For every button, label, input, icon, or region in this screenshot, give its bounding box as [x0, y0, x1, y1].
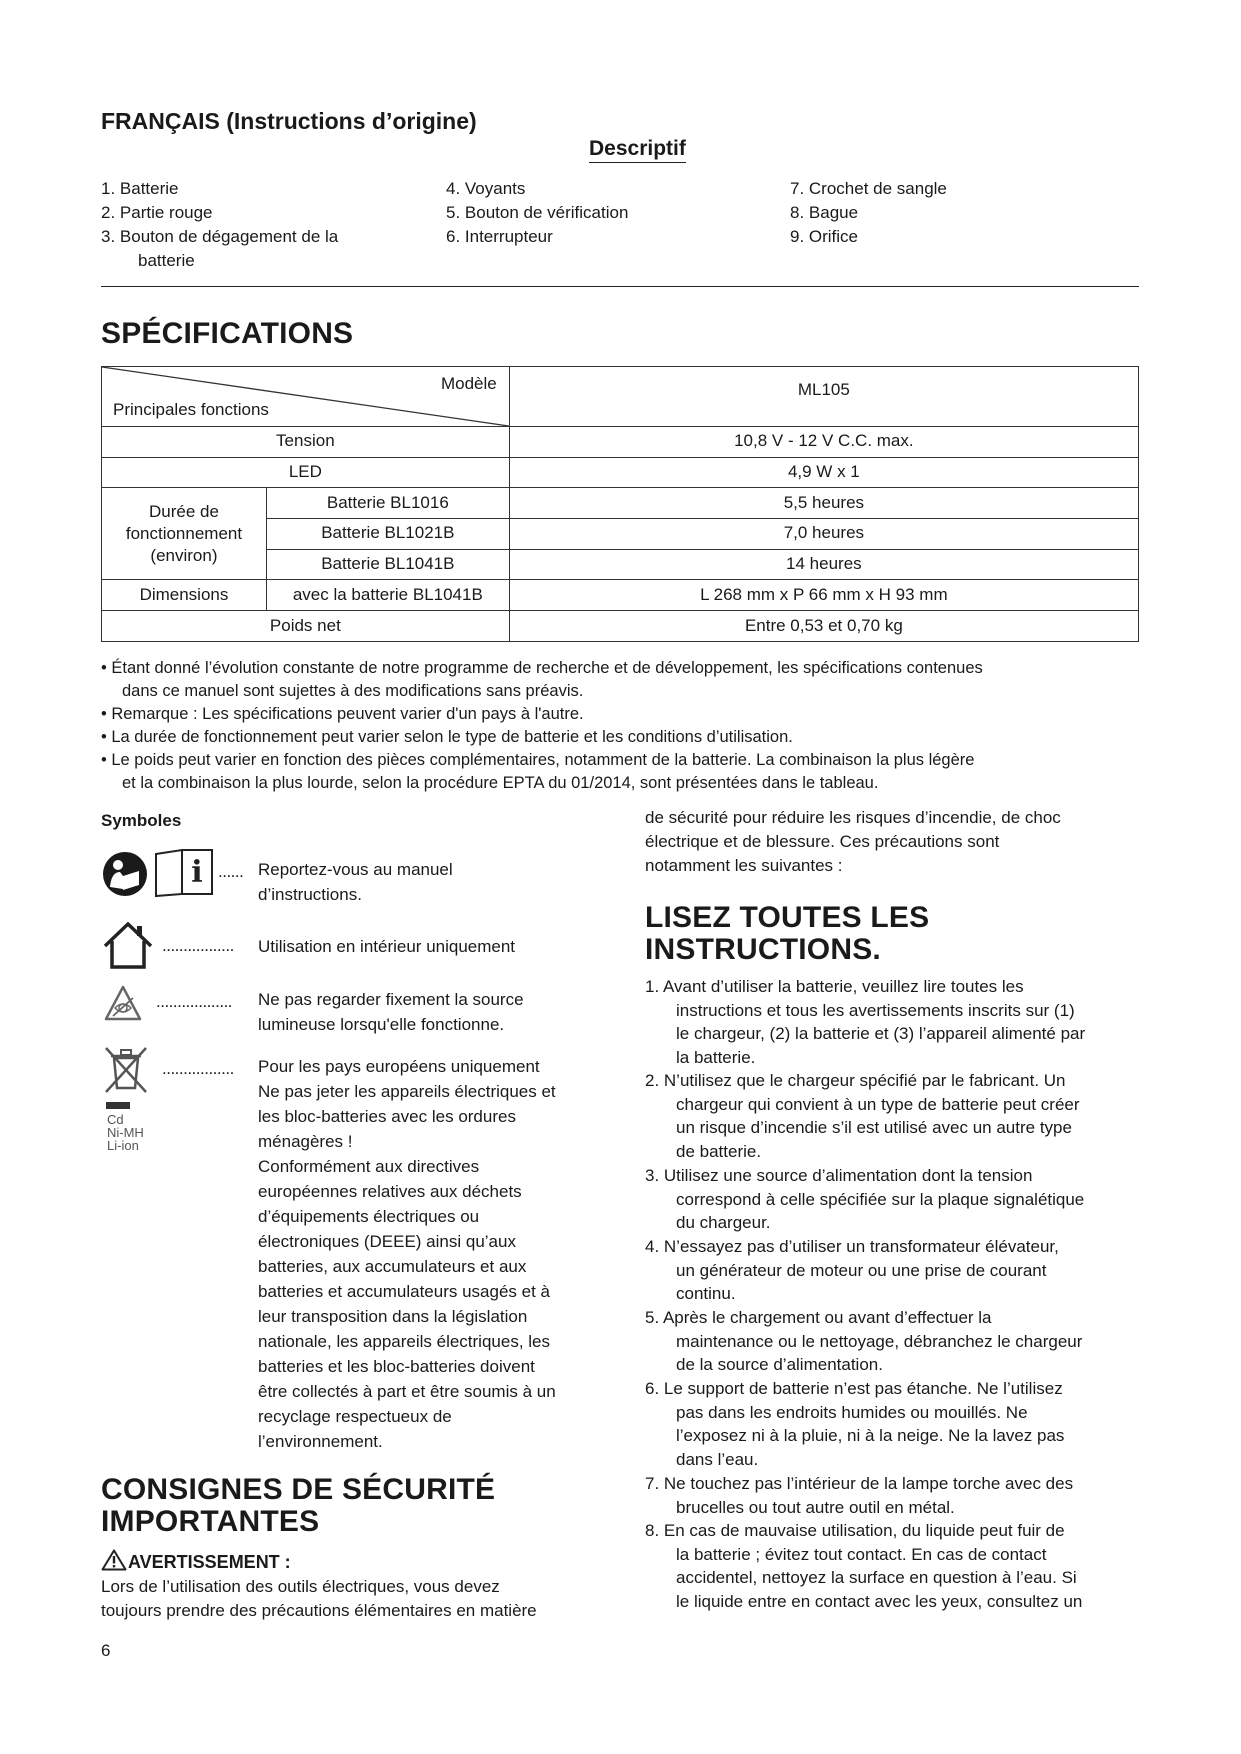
instruction-line: pas dans les endroits humides ou mouillés. Ne	[676, 1402, 1028, 1422]
note-line: • La durée de fonctionnement peut varier selon le type de batterie et les conditions d’utilisation.	[101, 728, 793, 746]
instruction-line: 4. N’essayez pas d’utiliser un transformateur élévateur,	[645, 1237, 1059, 1256]
dot-leader: ......	[218, 862, 244, 881]
weee-description	[258, 1054, 628, 1454]
warning-body-line: toujours prendre des précautions élémentaires en matière	[101, 1601, 537, 1620]
duree-line: fonctionnement	[125, 523, 243, 543]
descriptif-title: Descriptif	[589, 136, 686, 163]
instruction-line: le liquide entre en contact avec les yeux, consultez un	[676, 1591, 1083, 1611]
instruction-item	[645, 1377, 1140, 1471]
symbol-description: Utilisation en intérieur uniquement	[258, 937, 516, 956]
symbol-text-line: batteries, aux accumulateurs et aux	[258, 1257, 527, 1276]
battery-label: Batterie BL1021B	[266, 519, 509, 550]
spec-notes	[101, 657, 1141, 795]
symbol-text-line: ménagères !	[258, 1132, 353, 1151]
note-line: • Remarque : Les spécifications peuvent varier d'un pays à l'autre.	[101, 705, 584, 723]
instruction-item	[645, 1306, 1140, 1377]
note-line: dans ce manuel sont sujettes à des modifications sans préavis.	[122, 682, 584, 700]
dimensions-label: Dimensions	[102, 580, 267, 611]
info-book-icon	[154, 848, 216, 898]
poids-value: Entre 0,53 et 0,70 kg	[509, 611, 1138, 642]
descriptif-column-2	[446, 177, 766, 249]
safety-line: de sécurité pour réduire les risques d’incendie, de choc	[645, 808, 1061, 827]
battery-label: Batterie BL1016	[266, 488, 509, 519]
list-item: 9. Orifice	[790, 227, 859, 246]
instructions-title-line: INSTRUCTIONS.	[645, 933, 881, 966]
list-item: batterie	[138, 251, 195, 270]
led-label: LED	[102, 457, 510, 488]
safety-title-line: IMPORTANTES	[101, 1505, 320, 1538]
symbol-text-line: lumineuse lorsqu'elle fonctionne.	[258, 1014, 505, 1034]
instruction-line: un risque d’incendie s’il est utilisé avec un autre type	[676, 1118, 1072, 1137]
battery-value: 7,0 heures	[509, 519, 1138, 550]
instruction-line: le chargeur, (2) la batterie et (3) l’appareil alimenté par	[676, 1024, 1086, 1043]
instruction-line: maintenance ou le nettoyage, débranchez le chargeur	[676, 1331, 1083, 1351]
warning-triangle-icon	[101, 1549, 127, 1571]
warning-body	[101, 1575, 621, 1623]
language-title: FRANÇAIS (Instructions d’origine)	[101, 108, 477, 134]
instruction-item	[645, 1235, 1140, 1306]
read-manual-icon	[101, 850, 149, 898]
instruction-item	[645, 1519, 1140, 1613]
symbol-text-line: d’instructions.	[258, 884, 362, 904]
weee-chemistry-labels	[107, 1113, 144, 1152]
battery-value: 5,5 heures	[509, 488, 1138, 519]
duree-label	[102, 488, 267, 580]
note-line: • Étant donné l’évolution constante de notre programme de recherche et de développement, les spécifications contenues	[101, 659, 983, 677]
instruction-line: 2. N’utilisez que le chargeur spécifié par le fabricant. Un	[645, 1071, 1066, 1090]
safety-title	[101, 1474, 495, 1538]
instruction-line: chargeur qui convient à un type de batterie peut créer	[676, 1094, 1080, 1114]
list-item: 5. Bouton de vérification	[446, 203, 629, 222]
table-header-diagonal-cell	[102, 367, 510, 427]
symbols-title: Symboles	[101, 811, 182, 830]
instructions-title	[645, 902, 929, 966]
note-line: • Le poids peut varier en fonction des pièces complémentaires, notamment de la batterie. La combinaison la plus légère	[101, 751, 975, 769]
symbol-text-line: batteries et les bloc-batteries doivent	[258, 1357, 535, 1376]
dimensions-sub: avec la batterie BL1041B	[266, 580, 509, 611]
specifications-title: SPÉCIFICATIONS	[101, 317, 354, 350]
duree-line: (environ)	[150, 545, 218, 565]
instruction-line: de la source d’alimentation.	[676, 1355, 883, 1374]
model-cell: ML105	[509, 367, 1138, 427]
page-number: 6	[101, 1641, 111, 1660]
do-not-stare-icon	[103, 984, 143, 1024]
led-value: 4,9 W x 1	[509, 457, 1138, 488]
indoor-house-icon	[101, 920, 155, 970]
dimensions-value: L 268 mm x P 66 mm x H 93 mm	[509, 580, 1138, 611]
instructions-title-line: LISEZ TOUTES LES	[645, 901, 930, 934]
divider	[101, 286, 1139, 287]
note-line: et la combinaison la plus lourde, selon la procédure EPTA du 01/2014, sont présentées dans le tableau.	[122, 774, 879, 792]
symbol-description	[258, 988, 608, 1037]
weee-label: Ni-MH	[107, 1125, 144, 1140]
svg-text:i: i	[191, 855, 203, 890]
crossed-bin-icon	[102, 1044, 150, 1096]
warning-label: AVERTISSEMENT :	[128, 1552, 291, 1572]
header-principales-fonctions: Principales fonctions	[113, 400, 269, 420]
instruction-line: instructions et tous les avertissements inscrits sur (1)	[676, 1000, 1075, 1020]
instruction-item	[645, 1069, 1140, 1163]
safety-line: notamment les suivantes :	[645, 856, 843, 875]
battery-label: Batterie BL1041B	[266, 549, 509, 580]
header-modele: Modèle	[440, 374, 497, 393]
symbol-text-line: Pour les pays européens uniquement	[258, 1057, 540, 1076]
instruction-line: 8. En cas de mauvaise utilisation, du liquide peut fuir de	[645, 1521, 1065, 1540]
instruction-item	[645, 1164, 1140, 1235]
instruction-line: la batterie ; évitez tout contact. En cas de contact	[676, 1544, 1047, 1564]
warning-body-line: Lors de l’utilisation des outils électriques, vous devez	[101, 1577, 500, 1596]
dot-leader: ..................	[156, 992, 233, 1011]
symbol-text-line: européennes relatives aux déchets	[258, 1182, 522, 1201]
battery-value: 14 heures	[509, 549, 1138, 580]
instruction-line: correspond à celle spécifiée sur la plaque signalétique	[676, 1189, 1085, 1209]
instruction-line: un générateur de moteur ou une prise de courant	[676, 1260, 1047, 1280]
list-item: 3. Bouton de dégagement de la	[101, 227, 339, 246]
symbol-description	[258, 858, 608, 907]
symbol-text-line: Reportez-vous au manuel	[258, 860, 453, 879]
instruction-item	[645, 1472, 1140, 1519]
symbol-text-line: être collectés à part et être soumis à un	[258, 1382, 556, 1401]
list-item: 6. Interrupteur	[446, 227, 553, 246]
symbol-text-line: électroniques (DEEE) ainsi qu’aux	[258, 1232, 516, 1251]
safety-line: électrique et de blessure. Ces précautions sont	[645, 832, 1000, 851]
symbol-text-line: recyclage respectueux de	[258, 1407, 452, 1426]
instruction-line: l’exposez ni à la pluie, ni à la neige. Ne la lavez pas	[676, 1426, 1065, 1445]
instruction-line: accidentel, nettoyez la surface en question à l’eau. Si	[676, 1568, 1077, 1587]
weee-label: Cd	[107, 1112, 124, 1127]
symbol-text-line: l’environnement.	[258, 1432, 383, 1451]
safety-title-line: CONSIGNES DE SÉCURITÉ	[101, 1473, 496, 1506]
instruction-line: continu.	[676, 1284, 736, 1303]
list-item: 4. Voyants	[446, 179, 526, 198]
list-item: 8. Bague	[790, 203, 859, 222]
symbol-text-line: batteries et accumulateurs usagés et à	[258, 1282, 550, 1301]
weee-label: Li-ion	[107, 1138, 139, 1153]
tension-value: 10,8 V - 12 V C.C. max.	[509, 427, 1138, 458]
instruction-line: de batterie.	[676, 1141, 762, 1161]
symbol-text-line: les bloc-batteries avec les ordures	[258, 1107, 516, 1126]
duree-line: Durée de	[149, 501, 219, 521]
instruction-line: dans l’eau.	[676, 1449, 759, 1469]
descriptif-column-1	[101, 177, 421, 273]
symbol-text-line: leur transposition dans la législation	[258, 1307, 528, 1326]
list-item: 7. Crochet de sangle	[790, 179, 947, 198]
symbol-text-line: Conformément aux directives	[258, 1157, 480, 1176]
instruction-line: 1. Avant d’utiliser la batterie, veuillez lire toutes les	[645, 977, 1024, 996]
symbol-text-line: d’équipements électriques ou	[258, 1207, 480, 1226]
instruction-item	[645, 975, 1140, 1069]
symbol-text-line: Ne pas jeter les appareils électriques et	[258, 1082, 556, 1101]
instruction-line: la batterie.	[676, 1047, 756, 1067]
instruction-line: du chargeur.	[676, 1213, 771, 1232]
list-item: 2. Partie rouge	[101, 203, 213, 222]
symbol-text-line: Ne pas regarder fixement la source	[258, 990, 524, 1009]
instruction-line: 6. Le support de batterie n’est pas étanche. Ne l’utilisez	[645, 1379, 1063, 1398]
dot-leader: .................	[162, 936, 234, 955]
instruction-line: brucelles ou tout autre outil en métal.	[676, 1497, 955, 1517]
instruction-line: 7. Ne touchez pas l’intérieur de la lampe torche avec des	[645, 1474, 1074, 1493]
list-item: 1. Batterie	[101, 179, 179, 198]
tension-label: Tension	[102, 427, 510, 458]
symbol-text-line: nationale, les appareils électriques, les	[258, 1332, 551, 1351]
poids-label: Poids net	[102, 611, 510, 642]
dot-leader: .................	[162, 1059, 234, 1078]
safety-continuation	[645, 806, 1140, 878]
specifications-table	[101, 366, 1139, 642]
instruction-line: 3. Utilisez une source d’alimentation dont la tension	[645, 1166, 1033, 1185]
instruction-line: 5. Après le chargement ou avant d’effectuer la	[645, 1308, 992, 1327]
descriptif-column-3	[790, 177, 1110, 249]
weee-bar	[106, 1102, 130, 1109]
